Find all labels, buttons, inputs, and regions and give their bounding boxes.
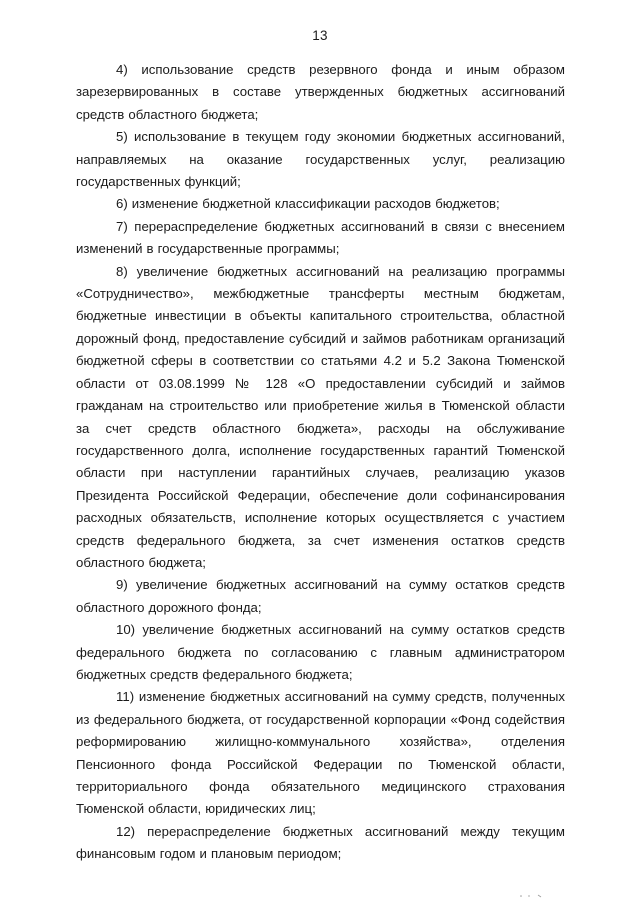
page-number: 13 xyxy=(312,28,328,43)
scan-artifact-mark xyxy=(518,893,548,899)
list-item-7: 7) перераспределение бюджетных ассигнований в связи с внесением изменений в государственные программы; xyxy=(76,218,565,257)
list-item-6: 6) изменение бюджетной классификации расходов бюджетов; xyxy=(116,196,500,212)
list-item-11: 11) изменение бюджетных ассигнований на сумму средств, полученных из федерального бюджета, от государственной корпорации «Фонд содействия реформированию жилищно-коммунального хозяйства», отделения Пенсионного фонда Российской Федерации по Тюменской области, территориального фонда обязательного медицинского страхования Тюменской области, юридических лиц; xyxy=(76,689,565,817)
document-body xyxy=(76,59,565,866)
list-item-10: 10) увеличение бюджетных ассигнований на сумму остатков средств федерального бюджета по согласованию с главным администратором бюджетных средств федерального бюджета; xyxy=(76,622,565,682)
list-item-12: 12) перераспределение бюджетных ассигнований между текущим финансовым годом и плановым периодом; xyxy=(76,823,565,862)
list-item-4: 4) использование средств резервного фонда и иным образом зарезервированных в составе утвержденных бюджетных ассигнований средств областного бюджета; xyxy=(76,62,565,122)
list-item-8: 8) увеличение бюджетных ассигнований на реализацию программы «Сотрудничество», межбюджетные трансферты местным бюджетам, бюджетные инвестиции в объекты капитального строительства, областной дорожный фонд, предоставление субсидий и займов работникам организаций бюджетной сферы в соответствии со статьями 4.2 и 5.2 Закона Тюменской области от 03.08.1999 № 128 «О предоставлении субсидий и займов гражданам на строительство или приобретение жилья в Тюменской области за счет средств областного бюджета», расходы на обслуживание государственного долга, исполнение государственных гарантий Тюменской области при наступлении гарантийных случаев, реализацию указов Президента Российской Федерации, обеспечение доли софинансирования расходных обязательств, исполнение которых осуществляется с участием средств федерального бюджета, за счет изменения остатков средств областного бюджета; xyxy=(76,263,565,570)
list-item-9: 9) увеличение бюджетных ассигнований на сумму остатков средств областного дорожного фонда; xyxy=(76,577,565,615)
list-item-5: 5) использование в текущем году экономии бюджетных ассигнований, направляемых на оказание государственных услуг, реализацию государственных функций; xyxy=(76,129,565,190)
